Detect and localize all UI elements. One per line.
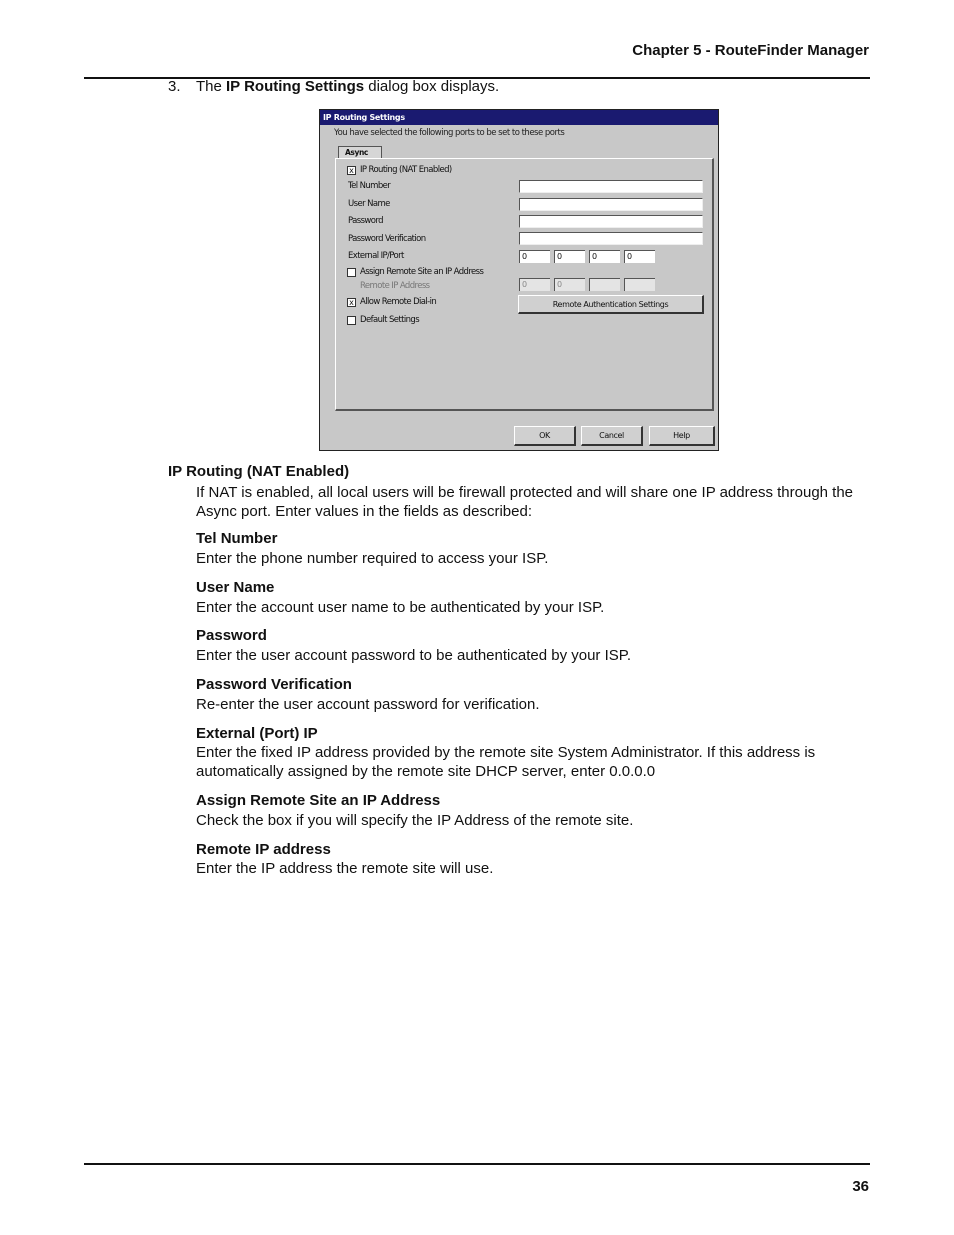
remote-ip-octet-2[interactable]: 0 (554, 278, 585, 291)
field-title-external-ip: External (Port) IP (196, 725, 318, 742)
user-name-label: User Name (348, 199, 390, 209)
chapter-header: Chapter 5 - RouteFinder Manager (632, 42, 869, 59)
assign-remote-ip-checkbox[interactable] (347, 268, 356, 277)
field-desc-password-verification: Re-enter the user account password for verification. (196, 696, 540, 713)
external-ip-octet-4[interactable]: 0 (624, 250, 655, 263)
user-name-field[interactable] (519, 198, 703, 211)
field-desc-tel-number: Enter the phone number required to access your ISP. (196, 550, 549, 567)
ip-routing-settings-dialog (319, 109, 719, 451)
help-button[interactable]: Help (649, 426, 715, 446)
step-3 (168, 78, 499, 95)
field-title-user-name: User Name (196, 579, 275, 596)
default-settings-checkbox[interactable] (347, 316, 356, 325)
tel-number-label: Tel Number (348, 181, 391, 191)
field-desc-external-ip: Enter the fixed IP address provided by the remote site System Administrator. If this address is automatically assigned by the remote site DHCP server, enter 0.0.0.0 (196, 744, 816, 780)
dialog-title: IP Routing Settings (320, 110, 718, 125)
nat-checkbox[interactable]: x (347, 166, 356, 175)
external-ip-octet-2[interactable]: 0 (554, 250, 585, 263)
step-text-pre: The (196, 78, 227, 95)
remote-authentication-settings-button[interactable]: Remote Authentication Settings (518, 295, 704, 314)
field-title-password-verification: Password Verification (196, 676, 352, 693)
section-title: IP Routing (NAT Enabled) (168, 463, 350, 480)
password-label: Password (348, 216, 383, 226)
ok-button[interactable]: OK (514, 426, 576, 446)
assign-remote-ip-label: Assign Remote Site an IP Address (360, 267, 484, 277)
tel-number-field[interactable] (519, 180, 703, 193)
field-desc-remote-ip: Enter the IP address the remote site will use. (196, 860, 494, 877)
password-field[interactable] (519, 215, 703, 228)
field-title-password: Password (196, 627, 267, 644)
section-intro: If NAT is enabled, all local users will be firewall protected and will share one IP address through the Async port. Enter values in the fields as described: (196, 484, 854, 520)
remote-ip-octet-1[interactable]: 0 (519, 278, 550, 291)
page-number: 36 (852, 1178, 869, 1195)
tab-async[interactable]: Async (338, 146, 382, 160)
allow-remote-dialin-checkbox[interactable]: x (347, 298, 356, 307)
step-number: 3. (168, 78, 181, 95)
remote-ip-label: Remote IP Address (360, 281, 430, 291)
password-verification-field[interactable] (519, 232, 703, 245)
field-desc-password: Enter the user account password to be authenticated by your ISP. (196, 647, 631, 664)
dialog-message: You have selected the following ports to be set to these ports (334, 128, 565, 138)
external-ip-label: External IP/Port (348, 251, 404, 261)
external-ip-octet-3[interactable]: 0 (589, 250, 620, 263)
field-title-tel-number: Tel Number (196, 530, 278, 547)
field-desc-user-name: Enter the account user name to be authenticated by your ISP. (196, 599, 605, 616)
nat-checkbox-label: IP Routing (NAT Enabled) (360, 165, 452, 175)
field-title-assign-remote-ip: Assign Remote Site an IP Address (196, 792, 441, 809)
password-verification-label: Password Verification (348, 234, 426, 244)
remote-ip-octet-4[interactable] (624, 278, 655, 291)
cancel-button[interactable]: Cancel (581, 426, 643, 446)
step-text-post: dialog box displays. (364, 78, 500, 95)
field-title-remote-ip: Remote IP address (196, 841, 331, 858)
remote-ip-octet-3[interactable] (589, 278, 620, 291)
allow-remote-dialin-label: Allow Remote Dial-in (360, 297, 437, 307)
external-ip-octet-1[interactable]: 0 (519, 250, 550, 263)
footer-rule (84, 1163, 870, 1165)
step-text-bold: IP Routing Settings (226, 78, 365, 95)
field-desc-assign-remote-ip: Check the box if you will specify the IP Address of the remote site. (196, 812, 634, 829)
default-settings-label: Default Settings (360, 315, 420, 325)
